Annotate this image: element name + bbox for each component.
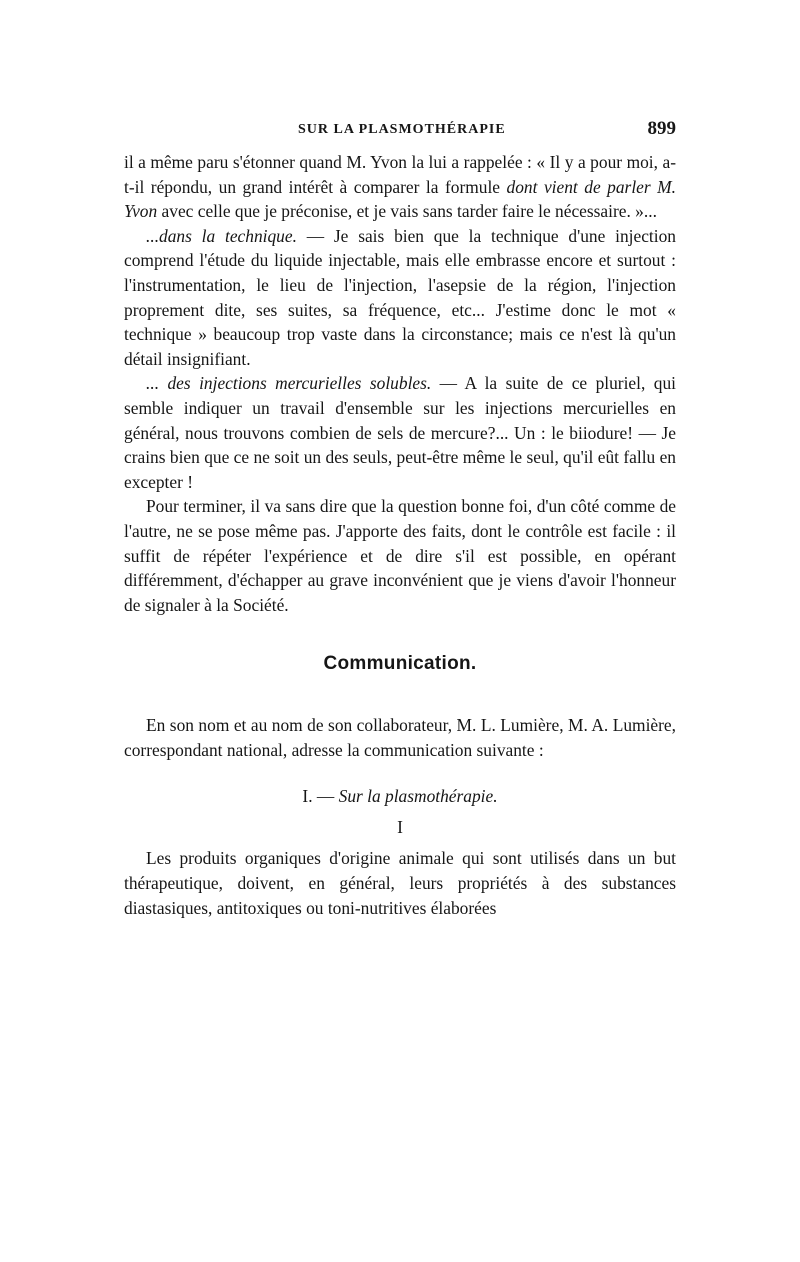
italic-phrase: ... des injections mercurielles solubles.	[146, 373, 432, 394]
subsection-title-text: Sur la plasmothérapie.	[338, 786, 498, 807]
italic-phrase: dont vient de parler M. Yvon	[124, 176, 676, 222]
paragraph-text: — Je sais bien que la technique d'une injection comprend l'étude du liquide injectable, mais elle embrasse encore et surtout : l'instrumentation, le lieu de l'injection, l'asepsie de la région, l'injection proprement dite, ses suites, sa fréquence, etc... J'estime donc le mot « technique » beaucoup trop vaste dans la circonstance; mais ce n'est là qu'un détail insignifiant.	[124, 225, 676, 369]
page-number: 899	[647, 118, 676, 139]
paragraph-communication-intro: En son nom et au nom de son collaborateur, M. L. Lumière, M. A. Lumière, correspondant national, adresse la communication suivante :	[124, 715, 676, 760]
paragraph-injections	[124, 371, 676, 494]
paragraph-text: — A la suite de ce pluriel, qui semble indiquer un travail d'ensemble sur les injections mercurielles en général, nous trouvons combien de sels de mercure?... Un : le biiodure! — Je crains bien que ce ne soit un des seuls, peut-être même le seul, qu'il eût fallu en excepter !	[124, 373, 676, 492]
paragraph-quote-continuation	[124, 150, 676, 224]
part-numeral: I	[397, 817, 403, 838]
paragraph-conclusion: Pour terminer, il va sans dire que la question bonne foi, d'un côté comme de l'autre, ne se pose même pas. J'apporte des faits, dont le contrôle est facile : il suffit de répéter l'expérience et de dire s'il est possible, en opérant différemment, d'échapper au grave inconvénient que je viens d'avoir l'honneur de signaler à la Société.	[124, 496, 676, 615]
paragraph-products: Les produits organiques d'origine animale qui sont utilisés dans un but thérapeutique, doivent, en général, leurs propriétés à des substances diastasiques, antitoxiques ou toni-nutritives élaborées	[124, 848, 676, 918]
paragraph-text: il a même paru s'étonner quand M. Yvon la lui a rappelée : « Il y a pour moi, a-t-il répondu, un grand intérêt à comparer la formule	[124, 152, 676, 197]
paragraph-text: avec celle que je préconise, et je vais sans tarder faire le nécessaire. »...	[157, 201, 657, 222]
book-page	[124, 118, 676, 920]
italic-phrase: ...dans la technique.	[146, 225, 297, 246]
paragraph-technique	[124, 224, 676, 372]
running-title: SUR LA PLASMOTHÉRAPIE	[298, 122, 506, 137]
subsection-title	[124, 786, 676, 807]
section-title: Communication.	[323, 653, 477, 675]
subsection-number: I. —	[302, 786, 339, 807]
running-header	[124, 118, 676, 146]
